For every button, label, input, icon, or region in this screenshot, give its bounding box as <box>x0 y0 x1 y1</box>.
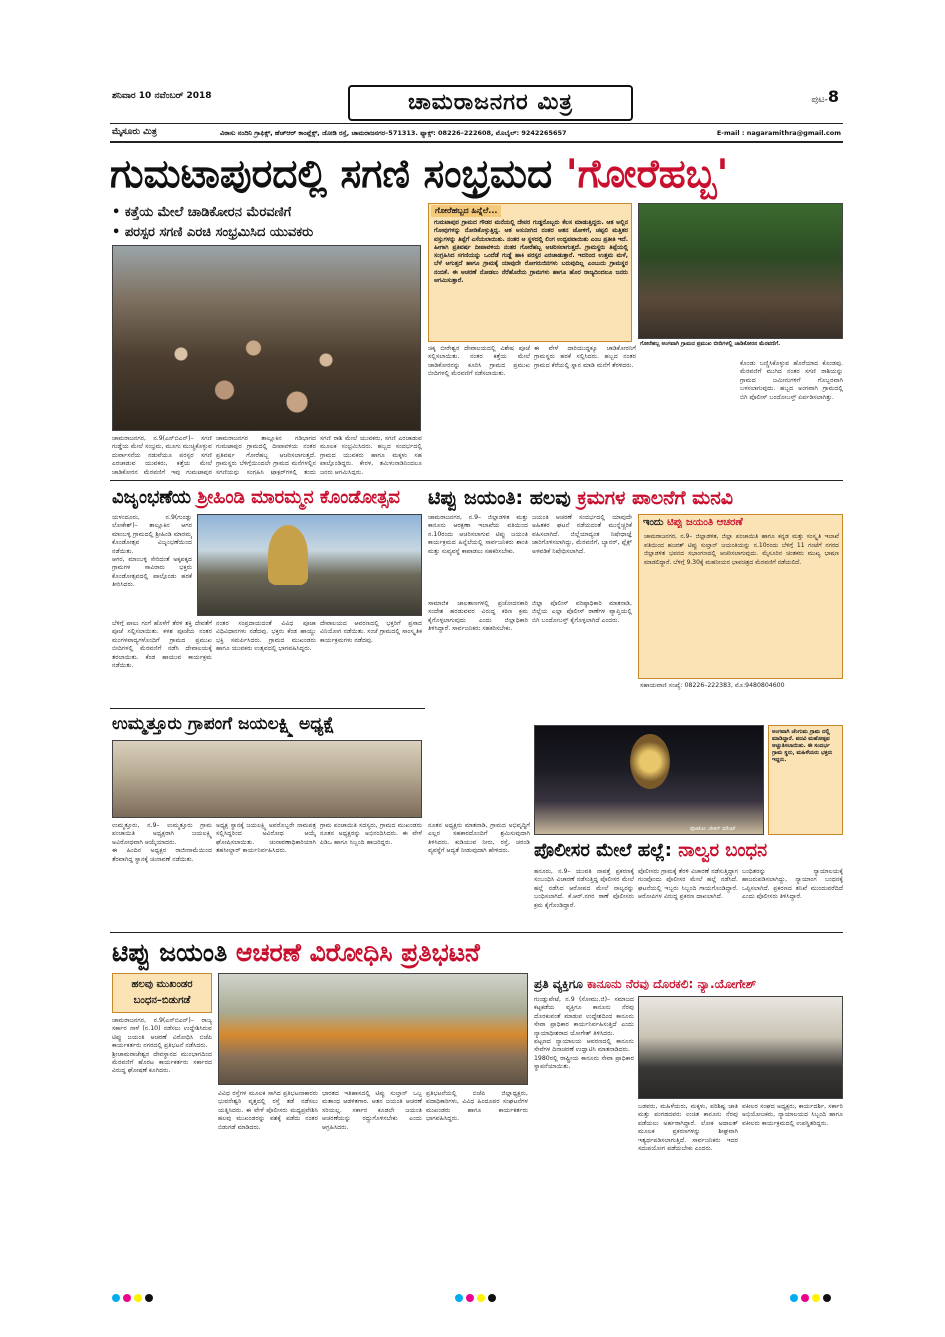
lead-headline <box>110 150 843 200</box>
registration-dot <box>145 1294 153 1302</box>
registration-marks-center <box>455 1287 499 1306</box>
registration-marks-right <box>790 1287 834 1306</box>
protest-col-2: ವಿವಿಧ ರಸ್ತೆಗಳ ಮೂಲಕ ಸಾಗಿದ ಪ್ರತಿಭಟನಾಕಾರರು ಭುವನೇಶ್ವರಿ ವೃತ್ತದಲ್ಲಿ ರಸ್ತೆ ತಡೆ ನಡೆಸಲು ಯತ್ನಿಸಿದರು. ಈ ವೇಳೆ ಪೊಲೀಸರು ಮಧ್ಯಪ್ರವೇಶಿಸಿ ಹಲವು ಮುಖಂಡರನ್ನು ವಶಕ್ಕೆ ಪಡೆದು ನಂತರ ಬಿಡುಗಡೆ ಮಾಡಿದರು. <box>218 1090 318 1131</box>
page-number <box>811 87 839 106</box>
registration-dot <box>112 1294 120 1302</box>
police-photo <box>534 725 764 835</box>
edition-name: ಮೈಸೂರು ಮಿತ್ರ <box>112 127 157 137</box>
protest-headline <box>112 935 532 971</box>
indu-box-title-a: ಇಂದು <box>643 517 668 528</box>
page-number-value: 8 <box>827 87 839 106</box>
lead-photo-right <box>638 203 843 339</box>
vijrumbhane-col-3: ನಂತರ ಸಂಪ್ರದಾಯದಂತೆ ವಿವಿಧ ಪೂಜಾ ವಿಧಿವಿಧಾನಗಳು ನಡೆದವು. ಭಕ್ತರು ಕೆಂಡ ಹಾಯ್ದು ಭಕ್ತಿ ಸಮರ್ಪಿಸಿದರು. ಗ್ರಾಮದ ಮುಖಂಡರು ಹಾಗೂ ಯುವಕರು ಉತ್ಸವದಲ್ಲಿ ಭಾಗವಹಿಸಿದ್ದರು. <box>216 620 316 653</box>
registration-dot <box>123 1294 131 1302</box>
lead-col-4: ಚಿಕ್ಕ ಬೀರೇಶ್ವರ ದೇವಾಲಯದಲ್ಲಿ ವಿಶೇಷ ಪೂಜೆ ಸಲ್ಲಿಸಲಾಯಿತು. ನಂತರ ಕತ್ತೆಯ ಮೇಲೆ ಚಾಡಿಕೋರನನ್ನು ಕೂರಿಸಿ ಗ್ರಾಮದ ಪ್ರಮುಖ ಬೀದಿಗಳಲ್ಲಿ ಮೆರವಣಿಗೆ ನಡೆಸಲಾಯಿತು. <box>428 345 530 378</box>
nyaya-headline-b: ಕಾನೂನು ನೆರವು ದೊರಕಲಿ: ನ್ಯಾ.ಯೋಗೇಶ್ <box>587 977 757 991</box>
tippu-col-4: ಜಿಲ್ಲಾ ಪೊಲೀಸ್ ವರಿಷ್ಠಾಧಿಕಾರಿ ಮಾತನಾಡಿ, ಜಿಲ್ಲೆಯ ಎಲ್ಲಾ ಪೊಲೀಸ್ ಠಾಣೆಗಳ ವ್ಯಾಪ್ತಿಯಲ್ಲಿ ಬಿಗಿ ಬಂದೋಬಸ್ತ್ ಕೈಗೊಳ್ಳಲಾಗಿದೆ ಎಂದರು. <box>532 600 632 624</box>
lead-col-2: ಚಾಮರಾಜನಗರ ತಾಲ್ಲೂಕಿನ ಗಡಿಭಾಗದ ಗುಮಟಾಪುರ ಗ್ರಾಮದಲ್ಲಿ ದೀಪಾವಳಿಯ ನಂತರ ಪ್ರತಿವರ್ಷ ಗೋರೆಹಬ್ಬ ಆಚರಿಸಲಾಗುತ್ತದೆ. ಗ್ರಾಮಸ್ಥರು ಬೆಳಿಗ್ಗೆಯಿಂದಲೇ ಗ್ರಾಮದ ಮನೆಗಳಲ್ಲಿನ ಸಗಣಿಯನ್ನು ಸಂಗ್ರಹಿಸಿ ಟ್ರ್ಯಾಕ್ಟರ್‌ಗಳಲ್ಲಿ ತಂದು <box>216 435 316 475</box>
police-photo-caption-box <box>768 725 843 835</box>
police-col-3: ಬಂಧಿತರನ್ನು ನ್ಯಾಯಾಲಯಕ್ಕೆ ಹಾಜರುಪಡಿಸಲಾಗಿದ್ದು, ನ್ಯಾಯಾಂಗ ಬಂಧನಕ್ಕೆ ಒಪ್ಪಿಸಲಾಗಿದೆ. ಪ್ರಕರಣದ ತನಿಖೆ ಮುಂದುವರೆದಿದೆ ಎಂದು ಪೊಲೀಸರು ತಿಳಿಸಿದ್ದಾರೆ. <box>742 868 843 901</box>
masthead-rule <box>110 123 843 124</box>
page-label: ಪುಟ- <box>811 95 828 105</box>
registration-dot <box>801 1294 809 1302</box>
tippu-headline-a: ಟಿಪ್ಪು ಜಯಂತಿ: ಹಲವು <box>428 487 578 509</box>
ummatturu-col-4: ನೂತನ ಅಧ್ಯಕ್ಷರು ಮಾತನಾಡಿ, ಗ್ರಾಮದ ಅಭಿವೃದ್ಧಿಗೆ ಎಲ್ಲರ ಸಹಕಾರದೊಂದಿಗೆ ಶ್ರಮಿಸುವುದಾಗಿ ತಿಳಿಸಿದರು. ಕುಡಿಯುವ ನೀರು, ರಸ್ತೆ, ಚರಂಡಿ ವ್ಯವಸ್ಥೆಗೆ ಆದ್ಯತೆ ನೀಡುವುದಾಗಿ ಹೇಳಿದರು. <box>428 822 530 855</box>
nyaya-col-1: ಗುಂಡ್ಲುಪೇಟೆ, ನ.9 (ಸೋಮು.ಜಿ)– ಸಮಾಜದ ಕಟ್ಟಕಡೆಯ ವ್ಯಕ್ತಿಗೂ ಕಾನೂನು ನೆರವು ದೊರಕುವಂತೆ ಮಾಡುವ ಉದ್ದೇಶದಿಂದ ಕಾನೂನು ಸೇವಾ ಪ್ರಾಧಿಕಾರ ಕಾರ್ಯನಿರ್ವಹಿಸುತ್ತಿದೆ ಎಂದು ನ್ಯಾಯಾಧೀಶರಾದ ಯೋಗೇಶ್ ತಿಳಿಸಿದರು. ಪಟ್ಟಣದ ನ್ಯಾಯಾಲಯ ಆವರಣದಲ್ಲಿ ಕಾನೂನು ಸೇವೆಗಳ ದಿನಾಚರಣೆ ಉದ್ಘಾಟಿಸಿ ಮಾತನಾಡಿದರು. 1980ರಲ್ಲಿ ರಾಷ್ಟ್ರೀಯ ಕಾನೂನು ಸೇವಾ ಪ್ರಾಧಿಕಾರ ಸ್ಥಾಪನೆಯಾಯಿತು. <box>534 996 634 1071</box>
vijrumbhane-col-2: ಬೆಳಿಗ್ಗೆ ಪಾಲು ಗಂಗೆ ಹೊಳೆಗೆ ತೆರಳಿ ಶಕ್ತಿ ದೇವತೆಗೆ ಪೂಜೆ ಸಲ್ಲಿಸಲಾಯಿತು. ಕಳಶ ಪೂಜೆಯ ನಂತರ ಮಂಗಳವಾದ್ಯಗಳೊಂದಿಗೆ ಗ್ರಾಮದ ಪ್ರಮುಖ ಬೀದಿಗಳಲ್ಲಿ ಮೆರವಣಿಗೆ ನಡೆಸಿ ದೇವಾಲಯಕ್ಕೆ ತರಲಾಯಿತು. ಕೆಂಡ ಹಾಯುವ ಕಾರ್ಯಕ್ರಮ ನಡೆಯಿತು. <box>112 620 212 670</box>
nyaya-headline-a: ಪ್ರತಿ ವ್ಯಕ್ತಿಗೂ <box>534 977 588 991</box>
lead-headline-quote: 'ಗೋರೆಹಬ್ಬ' <box>565 152 729 197</box>
lead-bullet-2: • ಪರಸ್ಪರ ಸಗಣಿ ಎರಚಿ ಸಂಭ್ರಮಿಸಿದ ಯುವಕರು <box>112 225 314 240</box>
ummatturu-col-2: ಅಧ್ಯಕ್ಷ ಸ್ಥಾನಕ್ಕೆ ಜಯಲಕ್ಷ್ಮಿ ಅವರೊಬ್ಬರೇ ನಾಮಪತ್ರ ಸಲ್ಲಿಸಿದ್ದರಿಂದ ಅವಿರೋಧ ಆಯ್ಕೆ ಘೋಷಿಸಲಾಯಿತು. ಚುನಾವಣಾಧಿಕಾರಿಯಾಗಿ ತಹಸೀಲ್ದಾರ್ ಕಾರ್ಯನಿರ್ವಹಿಸಿದರು. <box>216 822 316 855</box>
lead-col-6: ಕೊಂಡು ಬಣ್ಣಿಸಿಕೊಳ್ಳುವ ಹೊರೆಯಾದ ಕೊಂಡವು. ಮೆರವಣಿಗೆ ಮುಗಿದ ನಂತರ ಸಗಣಿ ರಾಶಿಯನ್ನು ಗ್ರಾಮದ ಜಮೀನುಗಳಿಗೆ ಗೊಬ್ಬರವಾಗಿ ಬಳಸಲಾಗುವುದು. ಹಬ್ಬದ ಅಂಗವಾಗಿ ಗ್ರಾಮದಲ್ಲಿ ಬಿಗಿ ಪೊಲೀಸ್ ಬಂದೋಬಸ್ತ್ ಏರ್ಪಡಿಸಲಾಗಿತ್ತು. <box>740 360 843 401</box>
ummatturu-photo <box>112 740 422 818</box>
registration-dot <box>790 1294 798 1302</box>
masthead <box>110 85 843 147</box>
lead-bullet-1: • ಕತ್ತೆಯ ಮೇಲೆ ಚಾಡಿಕೋರನ ಮೆರವಣಿಗೆ <box>112 205 292 220</box>
vijrumbhane-col-1: ಯಳಂದೂರು, ನ.9(ಗುಂಡ್ಲು ಲೋಕೇಶ್)– ತಾಲ್ಲೂಕಿನ ಆಗರ ಮಾಂಬಳ್ಳಿ ಗ್ರಾಮದಲ್ಲಿ ಶ್ರೀಹಿಂಡಿ ಮಾರಮ್ಮ ಕೊಂಡೋತ್ಸವ ವಿಜೃಂಭಣೆಯಿಂದ ನಡೆಯಿತು. ಆಗರ, ಮಾಂಬಳ್ಳಿ ಸೇರಿದಂತೆ ಅಕ್ಕಪಕ್ಕದ ಗ್ರಾಮಗಳ ಸಾವಿರಾರು ಭಕ್ತರು ಕೊಂಡೋತ್ಸವದಲ್ಲಿ ಪಾಲ್ಗೊಂಡು ಹರಕೆ ತೀರಿಸಿದರು. <box>112 514 192 589</box>
indu-box-text: ಚಾಮರಾಜನಗರ, ನ.9– ಜಿಲ್ಲಾಡಳಿತ, ಜಿಲ್ಲಾ ಪಂಚಾಯಿತಿ ಹಾಗೂ ಕನ್ನಡ ಮತ್ತು ಸಂಸ್ಕೃತಿ ಇಲಾಖೆ ವತಿಯಿಂದ ಹಜರತ್ ಟಿಪ್ಪು ಸುಲ್ತಾನ್ ಜಯಂತಿಯನ್ನು ನ.10ರಂದು ಬೆಳಿಗ್ಗೆ 11 ಗಂಟೆಗೆ ನಗರದ ಜಿಲ್ಲಾಡಳಿತ ಭವನದ ಸಭಾಂಗಣದಲ್ಲಿ ಆಚರಿಸಲಾಗುವುದು. ಮೈಸೂರಿನ ಚಿಂತಕರು ಮುಖ್ಯ ಭಾಷಣ ಮಾಡಲಿದ್ದಾರೆ. ಬೆಳಿಗ್ಗೆ 9.30ಕ್ಕೆ ಮಹನೀಯರ ಭಾವಚಿತ್ರದ ಮೆರವಣಿಗೆ ನಡೆಯಲಿದೆ. <box>644 533 839 566</box>
protest-photo <box>218 973 528 1085</box>
lead-col-5: ಈ ವೇಳೆ ದಾರಿಯುದ್ದಕ್ಕೂ ಚಾಡಿಕೋರನಿಗೆ ಗ್ರಾಮಸ್ಥರು ಹರಕೆ ಸಲ್ಲಿಸಿದರು. ಹಬ್ಬದ ನಂತರ ಗ್ರಾಮದ ಕೆರೆಯಲ್ಲಿ ಸ್ನಾನ ಮಾಡಿ ಮನೆಗೆ ತೆರಳಿದರು. <box>534 345 636 369</box>
ummatturu-col-3: ಗ್ರಾಮ ಪಂಚಾಯಿತಿ ಸದಸ್ಯರು, ಗ್ರಾಮದ ಮುಖಂಡರು ನೂತನ ಅಧ್ಯಕ್ಷರನ್ನು ಅಭಿನಂದಿಸಿದರು. ಈ ವೇಳೆ ಪಿಡಿಒ ಹಾಗೂ ಸಿಬ್ಬಂದಿ ಹಾಜರಿದ್ದರು. <box>320 822 422 846</box>
masthead-email: E-mail : nagaramithra@gmail.com <box>716 129 841 137</box>
police-photo-credit: ಫೋಟೋ: ಚೇತನ್ ಮೌಂಟ್ <box>690 826 736 832</box>
vijrumbhane-col-4: ದೇವಾಲಯದ ಆವರಣದಲ್ಲಿ ಭಕ್ತರಿಗೆ ಪ್ರಸಾದ ವಿನಿಯೋಗ ನಡೆಯಿತು. ಸಂಜೆ ಗ್ರಾಮದಲ್ಲಿ ಸಾಂಸ್ಕೃತಿಕ ಕಾರ್ಯಕ್ರಮಗಳು ನಡೆದವು. <box>320 620 422 644</box>
protest-sub-1: ಹಲವು ಮುಖಂಡರ <box>131 979 193 990</box>
registration-dot <box>466 1294 474 1302</box>
lead-photo-right-caption: ಗೋರೆಹಬ್ಬ ಅಂಗವಾಗಿ ಗ್ರಾಮದ ಪ್ರಮುಖ ಬೀದಿಗಳಲ್ಲಿ ಚಾಡಿಕೋರನ ಮೆರವಣಿಗೆ. <box>640 341 781 347</box>
tippu-col-3: ಸಾಮಾಜಿಕ ಜಾಲತಾಣಗಳಲ್ಲಿ ಪ್ರಚೋದನಕಾರಿ ಸಂದೇಶ ಹರಡುವವರ ವಿರುದ್ಧ ಕಠಿಣ ಕ್ರಮ ಕೈಗೊಳ್ಳಲಾಗುವುದು ಎಂದು ಜಿಲ್ಲಾಧಿಕಾರಿ ತಿಳಿಸಿದ್ದಾರೆ. ಸಾರ್ವಜನಿಕರು ಸಹಕರಿಸಬೇಕು. <box>428 600 528 633</box>
indu-box-title <box>643 517 743 528</box>
protest-headline-b: ಆಚರಣೆ ವಿರೋಧಿಸಿ ಪ್ರತಿಭಟನೆ <box>235 938 480 967</box>
police-headline-b: ನಾಲ್ವರ ಬಂಧನ <box>678 840 768 861</box>
protest-headline-a: ಟಿಪ್ಪು ಜಯಂತಿ <box>112 938 236 967</box>
vijrumbhane-headline-a: ವಿಜೃಂಭಣೆಯ <box>112 487 198 508</box>
vijrumbhane-photo <box>197 514 422 616</box>
lead-photo-main <box>112 245 421 431</box>
section-divider-1 <box>110 480 843 481</box>
registration-dot <box>455 1294 463 1302</box>
tippu-headline-b: ಕ್ರಮಗಳ ಪಾಲನೆಗೆ ಮನವಿ <box>577 487 734 509</box>
protest-col-1: ಚಾಮರಾಜನಗರ, ನ.9(ಎನ್‌ಬಿಎನ್)– ರಾಜ್ಯ ಸರ್ಕಾರ ನಾಳೆ (ನ.10) ನಡೆಸಲು ಉದ್ದೇಶಿಸಿರುವ ಟಿಪ್ಪು ಜಯಂತಿ ಆಚರಣೆ ವಿರೋಧಿಸಿ ಬಿಜೆಪಿ ಕಾರ್ಯಕರ್ತರು ನಗರದಲ್ಲಿ ಪ್ರತಿಭಟನೆ ನಡೆಸಿದರು. ಶ್ರೀಚಾಮರಾಜೇಶ್ವರ ದೇವಸ್ಥಾನದ ಮುಂಭಾಗದಿಂದ ಮೆರವಣಿಗೆ ಹೊರಟ ಕಾರ್ಯಕರ್ತರು ಸರ್ಕಾರದ ವಿರುದ್ಧ ಘೋಷಣೆ ಕೂಗಿದರು. <box>112 1017 212 1075</box>
registration-dot <box>823 1294 831 1302</box>
registration-dot <box>134 1294 142 1302</box>
masthead-date: ಶನಿವಾರ 10 ನವೆಂಬರ್ 2018 <box>112 91 212 101</box>
masthead-rule-bottom <box>110 141 843 143</box>
police-col-1: ಹನೂರು, ನ.9– ಯುವತಿ ನಾಪತ್ತೆ ಪ್ರಕರಣಕ್ಕೆ ಸಂಬಂಧಿಸಿ ವಿಚಾರಣೆ ನಡೆಸುತ್ತಿದ್ದ ಪೊಲೀಸರ ಮೇಲೆ ಹಲ್ಲೆ ನಡೆಸಿದ ಆರೋಪದ ಮೇಲೆ ನಾಲ್ವರನ್ನು ಬಂಧಿಸಲಾಗಿದೆ. ಕೆ.ಆರ್.ನಗರ ಠಾಣೆ ಪೊಲೀಸರು ಕ್ರಮ ಕೈಗೊಂಡಿದ್ದಾರೆ. <box>534 868 634 909</box>
lead-headline-main: ಗುಮಟಾಪುರದಲ್ಲಿ ಸಗಣಿ ಸಂಭ್ರಮದ <box>110 152 553 197</box>
lead-col-5b <box>640 360 736 475</box>
nyaya-photo <box>638 996 843 1099</box>
gorehabba-box <box>428 203 632 342</box>
protest-subhead-box <box>112 973 212 1013</box>
police-col-2: ಪೊಲೀಸರು ಗ್ರಾಮಕ್ಕೆ ತೆರಳಿ ವಿಚಾರಣೆ ನಡೆಸುತ್ತಿದ್ದಾಗ ಗುಂಪೊಂದು ಪೊಲೀಸರ ಮೇಲೆ ಹಲ್ಲೆ ನಡೆಸಿದೆ. ಘಟನೆಯಲ್ಲಿ ಇಬ್ಬರು ಸಿಬ್ಬಂದಿ ಗಾಯಗೊಂಡಿದ್ದಾರೆ. ಆರೋಪಿಗಳ ವಿರುದ್ಧ ಪ್ರಕರಣ ದಾಖಲಾಗಿದೆ. <box>638 868 738 901</box>
nyaya-col-2: ಬಡವರು, ಮಹಿಳೆಯರು, ಮಕ್ಕಳು, ಪರಿಶಿಷ್ಟ ಜಾತಿ ಮತ್ತು ಪಂಗಡದವರು ಉಚಿತ ಕಾನೂನು ನೆರವು ಪಡೆಯಲು ಅರ್ಹರಾಗಿದ್ದಾರೆ. ಲೋಕ ಅದಾಲತ್ ಮೂಲಕ ಪ್ರಕರಣಗಳನ್ನು ಶೀಘ್ರವಾಗಿ ಇತ್ಯರ್ಥಪಡಿಸಲಾಗುತ್ತಿದೆ. ಸಾರ್ವಜನಿಕರು ಇದರ ಸದುಪಯೋಗ ಪಡೆಯಬೇಕು ಎಂದರು. <box>638 1103 738 1153</box>
vijrumbhane-headline-b: ಶ್ರೀಹಿಂಡಿ ಮಾರಮ್ಮನ ಕೊಂಡೋತ್ಸವ <box>197 487 400 508</box>
registration-dot <box>477 1294 485 1302</box>
vijrumbhane-headline <box>112 484 422 512</box>
protest-sub-2: ಬಂಧನ–ಬಿಡುಗಡೆ <box>133 995 191 1006</box>
masthead-title: ಚಾಮರಾಜನಗರ ಮಿತ್ರ <box>348 85 633 121</box>
nyaya-col-3: ವಕೀಲರ ಸಂಘದ ಅಧ್ಯಕ್ಷರು, ಕಾರ್ಯದರ್ಶಿ, ಸರ್ಕಾರಿ ಅಭಿಯೋಜಕರು, ನ್ಯಾಯಾಲಯದ ಸಿಬ್ಬಂದಿ ಹಾಗೂ ವಕೀಲರು ಕಾರ್ಯಕ್ರಮದಲ್ಲಿ ಉಪಸ್ಥಿತರಿದ್ದರು. <box>742 1103 843 1127</box>
lead-col-1: ಚಾಮರಾಜನಗರ, ನ.9(ಎನ್‌ಬಿಎನ್)– ಸಗಣಿ ಗುಡ್ಡೆಯ ಮೇಲೆ ಸಂಭ್ರಮ, ಮೂಗು ಮುಚ್ಚಿಕೊಳ್ಳುವ ದುರ್ವಾಸನೆಯ ನಡುವೆಯೂ ಪರಸ್ಪರ ಸಗಣಿ ಎರಚಾಡುವ ಯುವಕರು, ಕತ್ತೆಯ ಮೇಲೆ ಚಾಡಿಕೋರನ ಮೆರವಣಿಗೆ ಇವು ಗುಮಟಾಪುರ <box>112 435 212 475</box>
section-divider-2 <box>110 708 425 709</box>
masthead-address: ವಿಠಾಸು ನಂದಿನಿ ಗ್ರಾಫಿಕ್ಸ್, ಹೆಚ್‌ಆರ್ ಕಾಂಪ್ಲೆಕ್ಸ್, ಜೋಡಿ ರಸ್ತೆ, ಚಾಮರಾಜನಗರ–571313. ಫ್ಯಾಕ್ಸ್: 08226–222608, ಮೊಬೈಲ್: 9242265657 <box>220 129 567 137</box>
ummatturu-headline: ಉಮ್ಮತ್ತೂರು ಗ್ರಾಪಂಗೆ ಜಯಲಕ್ಷ್ಮಿ ಅಧ್ಯಕ್ಷೆ <box>112 714 335 734</box>
indu-box <box>638 514 843 679</box>
police-photo-caption: ಅಂಗವಾಗಿ ಚೆಂಗುಮ ಗ್ರಾಮ ದಲ್ಲಿ ಮಾಡಿದ್ದಾರೆ. ಪದವಿ ಮಹೋತ್ಸವ ಆಚ್ಚುತಿಸಲಾಯಿತು. ಈ ಸಂದರ್ಭ ಗ್ರಾಮ ಸ್ಥರು, ಮಹಿಳೆಯರು ಭಕ್ತರು ಇದ್ದರು. <box>772 729 833 763</box>
registration-dot <box>812 1294 820 1302</box>
ummatturu-col-1: ಉಮ್ಮತ್ತೂರು, ನ.9– ಉಮ್ಮತ್ತೂರು ಗ್ರಾಮ ಪಂಚಾಯಿತಿ ಅಧ್ಯಕ್ಷರಾಗಿ ಜಯಲಕ್ಷ್ಮಿ ಅವಿರೋಧವಾಗಿ ಆಯ್ಕೆಯಾದರು. ಈ ಹಿಂದಿನ ಅಧ್ಯಕ್ಷರ ರಾಜೀನಾಮೆಯಿಂದ ತೆರವಾಗಿದ್ದ ಸ್ಥಾನಕ್ಕೆ ಚುನಾವಣೆ ನಡೆಯಿತು. <box>112 822 212 863</box>
indu-box-title-b: ಟಿಪ್ಪು ಜಯಂತಿ ಆಚರಣೆ <box>667 517 743 528</box>
tippu-col-1: ಚಾಮರಾಜನಗರ, ನ.9– ಜಿಲ್ಲಾಡಳಿತ ಮತ್ತು ಕಾನೂನು ಆರಕ್ಷಣಾ ಇಲಾಖೆಯ ವತಿಯಿಂದ ನ.10ರಂದು ಆಚರಿಸಲಾಗುವ ಟಿಪ್ಪು ಜಯಂತಿ ಕಾರ್ಯಕ್ರಮದ ಹಿನ್ನೆಲೆಯಲ್ಲಿ ಸಾರ್ವಜನಿಕರು ಶಾಂತಿ ಮತ್ತು ಸುವ್ಯವಸ್ಥೆ ಕಾಪಾಡಲು ಸಹಕರಿಸಬೇಕು. <box>428 514 528 555</box>
registration-marks-left <box>112 1287 156 1306</box>
nyaya-headline <box>534 975 843 993</box>
section-divider-3 <box>110 932 843 933</box>
tippu-col-5: ಸಹಾಯವಾಣಿ ಸಂಖ್ಯೆ: 08226–222383, ಮೊ:9480804600 <box>640 682 785 689</box>
police-headline <box>534 838 843 864</box>
police-headline-a: ಪೊಲೀಸರ ಮೇಲೆ ಹಲ್ಲೆ: <box>534 840 679 861</box>
protest-col-3: ಭಾರತದ ಇತಿಹಾಸದಲ್ಲಿ ಟಿಪ್ಪು ಸುಲ್ತಾನ್ ಒಬ್ಬ ಮತಾಂಧ ಆಡಳಿತಗಾರ. ಆತನ ಜಯಂತಿ ಆಚರಣೆ ಸರಿಯಲ್ಲ. ಸರ್ಕಾರ ಕೂಡಲೇ ಜಯಂತಿ ಆಚರಣೆಯನ್ನು ರದ್ದುಗೊಳಿಸಬೇಕು ಎಂದು ಆಗ್ರಹಿಸಿದರು. <box>322 1090 422 1131</box>
protest-col-4: ಪ್ರತಿಭಟನೆಯಲ್ಲಿ ಬಿಜೆಪಿ ಜಿಲ್ಲಾಧ್ಯಕ್ಷರು, ಪದಾಧಿಕಾರಿಗಳು, ವಿವಿಧ ಹಿಂದೂಪರ ಸಂಘಟನೆಗಳ ಮುಖಂಡರು ಹಾಗೂ ಕಾರ್ಯಕರ್ತರು ಭಾಗವಹಿಸಿದ್ದರು. <box>426 1090 528 1123</box>
tippu-col-2: ಜಯಂತಿ ಆಚರಣೆ ಸಂದರ್ಭದಲ್ಲಿ ಯಾವುದೇ ಅಹಿತಕರ ಘಟನೆ ನಡೆಯದಂತೆ ಮುನ್ನೆಚ್ಚರಿಕೆ ವಹಿಸಲಾಗಿದೆ. ಜಿಲ್ಲೆಯಾದ್ಯಂತ ನಿಷೇಧಾಜ್ಞೆ ಜಾರಿಗೊಳಿಸಲಾಗಿದ್ದು, ಮೆರವಣಿಗೆ, ಬ್ಯಾನರ್, ಫ್ಲೆಕ್ಸ್ ಅಳವಡಿಕೆ ನಿಷೇಧಿಸಲಾಗಿದೆ. <box>532 514 632 555</box>
gorehabba-box-title: ಗೋರೆಹಬ್ಬದ ಹಿನ್ನೆಲೆ... <box>431 205 501 217</box>
gorehabba-box-text: ಗುಮಟಾಪುರ ಗ್ರಾಮದ ಗೌಡರ ಮನೆಯಲ್ಲಿ ದೇವರ ಗುಡ್ಡರೊಬ್ಬರು ಕೆಲಸ ಮಾಡುತ್ತಿದ್ದರು. ಆತ ಅಲ್ಲಿನ ಗೋವುಗಳನ್ನು ನೋಡಿಕೊಳ್ಳುತ್ತಿದ್ದ. ಆತ ಅಸುನೀಗಿದ ನಂತರ ಆತನ ಜೋಳಿಗೆ, ಚಪ್ಪಲಿ ಮತ್ತಿತರ ವಸ್ತುಗಳನ್ನು ತಿಪ್ಪೆಗೆ ಎಸೆಯಲಾಯಿತು. ನಂತರ ಆ ಸ್ಥಳದಲ್ಲಿ ಲಿಂಗ ಉದ್ಭವವಾಯಿತು ಎಂಬ ಪ್ರತೀತಿ ಇದೆ. ಹೀಗಾಗಿ ಪ್ರತಿವರ್ಷ ದೀಪಾವಳಿಯ ನಂತರ ಗೋರೆಹಬ್ಬ ಆಚರಿಸಲಾಗುತ್ತದೆ. ಗ್ರಾಮಸ್ಥರು ತಿಪ್ಪೆಯಲ್ಲಿ ಸಂಗ್ರಹಿಸಿದ ಸಗಣಿಯನ್ನು ಒಂದೆಡೆ ಗುಡ್ಡೆ ಹಾಕಿ ಪರಸ್ಪರ ಎರಚಾಡುತ್ತಾರೆ. ಇದರಿಂದ ಉತ್ತಮ ಮಳೆ, ಬೆಳೆ ಆಗುತ್ತದೆ ಹಾಗೂ ಗ್ರಾಮಕ್ಕೆ ಯಾವುದೇ ರೋಗರುಜಿನಗಳು ಬರುವುದಿಲ್ಲ ಎಂಬುದು ಗ್ರಾಮಸ್ಥರ ನಂಬಿಕೆ. ಈ ಆಚರಣೆ ನೋಡಲು ನೆರೆಹೊರೆಯ ಗ್ರಾಮಗಳು ಹಾಗೂ ಹೊರ ರಾಜ್ಯದಿಂದಲೂ ಜನರು ಆಗಮಿಸುತ್ತಾರೆ. <box>434 219 628 285</box>
registration-dot <box>488 1294 496 1302</box>
lead-col-3: ಸಗಣಿ ರಾಶಿ ಮೇಲೆ ಯುವಕರು, ಸಗಣಿ ಎರಚಾಡುವ ಮೂಲಕ ಸಂಭ್ರಮಿಸಿದರು. ಹಬ್ಬದ ಸಂದರ್ಭದಲ್ಲಿ ಗ್ರಾಮದ ಯುವಕರು ಹಾಗೂ ಮಕ್ಕಳು ಸಹ ಪಾಲ್ಗೊಂಡಿದ್ದರು. ಕೇರಳ, ತಮಿಳುನಾಡಿನಿಂದಲೂ ಜನರು ಆಗಮಿಸಿದ್ದರು. <box>320 435 422 475</box>
tippu-headline <box>428 484 843 512</box>
